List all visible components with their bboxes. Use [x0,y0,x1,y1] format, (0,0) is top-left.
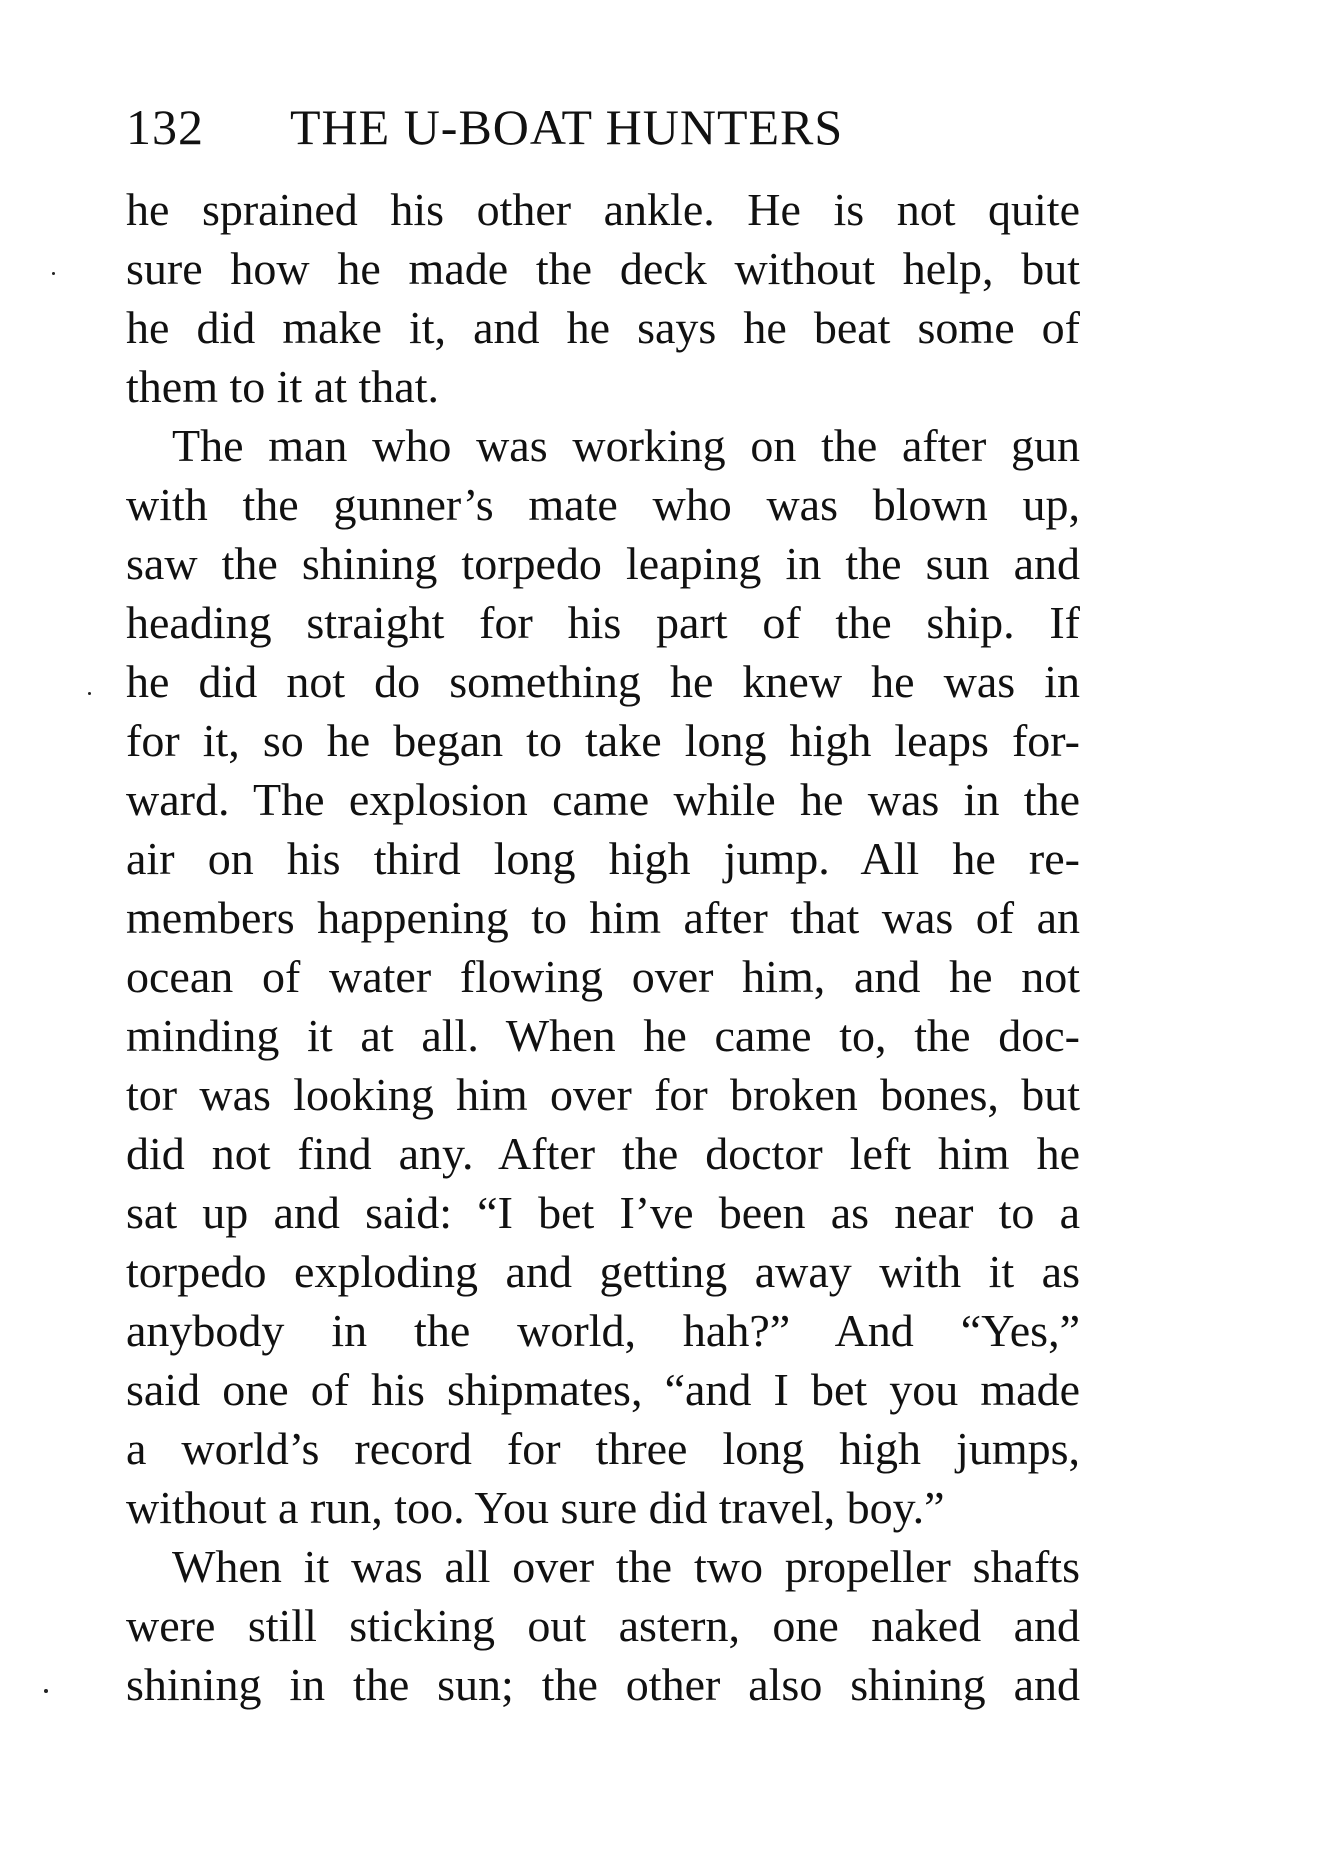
page-number: 132 [126,99,204,155]
text-line: anybody in the world, hah?” And “Yes,” [126,1305,1080,1356]
scan-speck [44,1689,48,1693]
text-line: ocean of water flowing over him, and he not [126,951,1080,1002]
text-line: said one of his shipmates, “and I bet you made [126,1364,1080,1415]
scan-speck [88,692,91,695]
text-line: he sprained his other ankle. He is not quite [126,184,1080,235]
text-line: minding it at all. When he came to, the doc- [126,1010,1080,1061]
text-line: members happening to him after that was of an [126,892,1080,943]
running-title: THE U-BOAT HUNTERS [290,99,844,155]
running-header [126,94,1086,160]
text-line: saw the shining torpedo leaping in the sun and [126,538,1080,589]
scan-speck [52,272,55,275]
text-line: were still sticking out astern, one naked and [126,1600,1080,1651]
text-line: for it, so he began to take long high leaps for- [126,715,1080,766]
text-line: did not find any. After the doctor left him he [126,1128,1080,1179]
text-line: sure how he made the deck without help, but [126,243,1080,294]
text-line: air on his third long high jump. All he re- [126,833,1080,884]
text-line: he did make it, and he says he beat some of [126,302,1080,353]
text-line: with the gunner’s mate who was blown up, [126,479,1080,530]
text-line: tor was looking him over for broken bones, but [126,1069,1080,1120]
text-line: them to it at that. [126,361,439,412]
text-line: The man who was working on the after gun [172,420,1080,471]
text-line: torpedo exploding and getting away with it as [126,1246,1080,1297]
text-line: shining in the sun; the other also shining and [126,1659,1080,1710]
text-line: without a run, too. You sure did travel, boy.” [126,1482,945,1533]
text-line: a world’s record for three long high jumps, [126,1423,1080,1474]
text-line: ward. The explosion came while he was in the [126,774,1080,825]
body-text [126,180,1080,1714]
text-line: When it was all over the two propeller shafts [172,1541,1080,1592]
text-line: heading straight for his part of the ship. If [126,597,1080,648]
text-line: sat up and said: “I bet I’ve been as near to a [126,1187,1080,1238]
text-line: he did not do something he knew he was in [126,656,1080,707]
